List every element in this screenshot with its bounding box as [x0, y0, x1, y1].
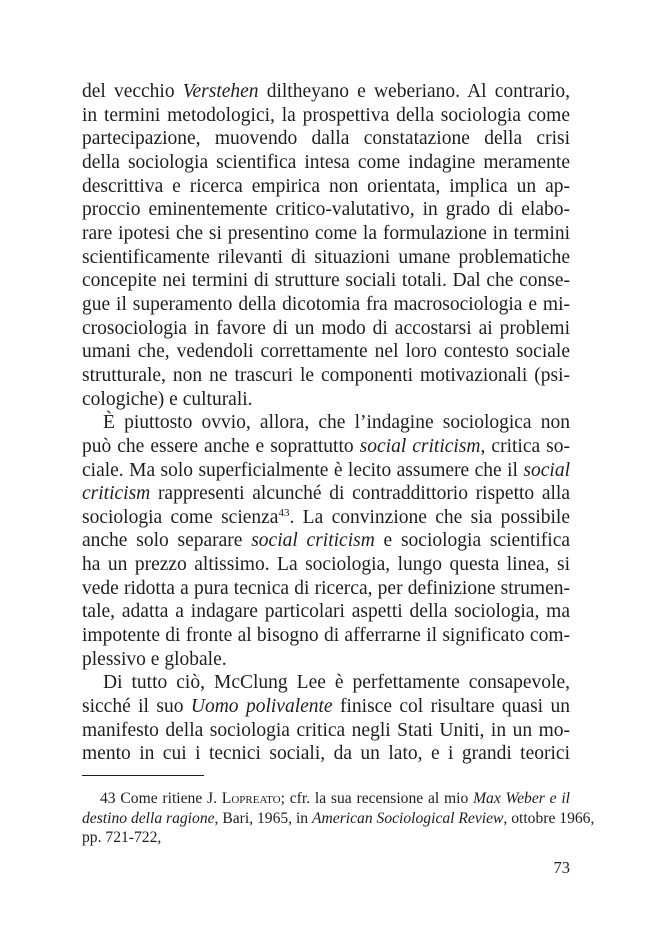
footnote-line: 43 Come ritiene J. Lopreato; cfr. la sua recensione al mio Max Weber e il	[100, 790, 570, 807]
text-line: può che essere anche e soprattutto social criticism, critica so-	[82, 435, 570, 457]
text-line: sociologia come scienza$^{43}$. La convinzione che sia possibile	[82, 506, 570, 528]
body-text	[82, 80, 570, 766]
footnote-divider	[82, 775, 204, 776]
footnote-line: destino della ragione, Bari, 1965, in American Sociological Review, ottobre 1966,	[82, 809, 595, 827]
footnote-line: pp. 721-722,	[82, 829, 162, 846]
text-line: criticism rappresenti alcunché di contraddittorio rispetto alla	[82, 483, 570, 505]
text-line: strutturale, non ne trascuri le componenti motivazionali (psi-	[82, 364, 570, 386]
page-number: 73	[553, 858, 570, 877]
text-line: della sociologia scientifica intesa come indagine meramente	[82, 151, 570, 173]
text-line: del vecchio Verstehen diltheyano e weberiano. Al contrario,	[82, 81, 570, 102]
text-line: vede ridotta a pura tecnica di ricerca, per definizione strumen-	[82, 577, 570, 599]
text-line: anche solo separare social criticism e sociologia scientifica	[82, 530, 571, 552]
footnote-reference: 43	[278, 506, 290, 519]
text-line: ha un prezzo altissimo. La sociologia, lungo questa linea, si	[82, 554, 570, 576]
text-line: Di tutto ciò, McClung Lee è perfettamente consapevole,	[103, 672, 570, 694]
text-line: scientificamente rilevanti di situazioni umane problematiche	[82, 246, 570, 268]
text-line: in termini metodologici, la prospettiva della sociologia come	[82, 104, 570, 126]
footnote	[82, 789, 595, 848]
text-line: rare ipotesi che si presentino come la formulazione in termini	[82, 222, 570, 244]
text-line: tale, adatta a indagare particolari aspetti della sociologia, ma	[82, 601, 570, 623]
text-line: mento in cui i tecnici sociali, da un lato, e i grandi teorici	[82, 743, 570, 765]
text-line: impotente di fronte al bisogno di afferrarne il significato com-	[82, 625, 570, 647]
text-line: manifesto della sociologia critica negli Stati Uniti, in un mo-	[82, 719, 570, 741]
text-line: È piuttosto ovvio, allora, che l’indagine sociologica non	[103, 412, 570, 434]
text-line: gue il superamento della dicotomia fra macrosociologia e mi-	[82, 293, 570, 315]
text-line: proccio eminentemente critico-valutativo, in grado di elabo-	[82, 199, 570, 221]
text-line: plessivo e globale.	[82, 648, 227, 670]
text-line: sicché il suo Uomo polivalente finisce col risultare quasi un	[82, 696, 570, 718]
text-line: ciale. Ma solo superficialmente è lecito assumere che il social	[82, 459, 570, 481]
text-line: crosociologia in favore di un modo di accostarsi ai problemi	[82, 317, 570, 339]
text-line: concepite nei termini di strutture sociali totali. Dal che conse-	[82, 270, 570, 292]
text-line: partecipazione, muovendo dalla constatazione della crisi	[82, 128, 570, 150]
text-line: descrittiva e ricerca empirica non orientata, implica un ap-	[82, 175, 570, 197]
text-line: cologiche) e culturali.	[82, 388, 253, 410]
text-line: umani che, vedendoli correttamente nel loro contesto sociale	[82, 341, 570, 363]
